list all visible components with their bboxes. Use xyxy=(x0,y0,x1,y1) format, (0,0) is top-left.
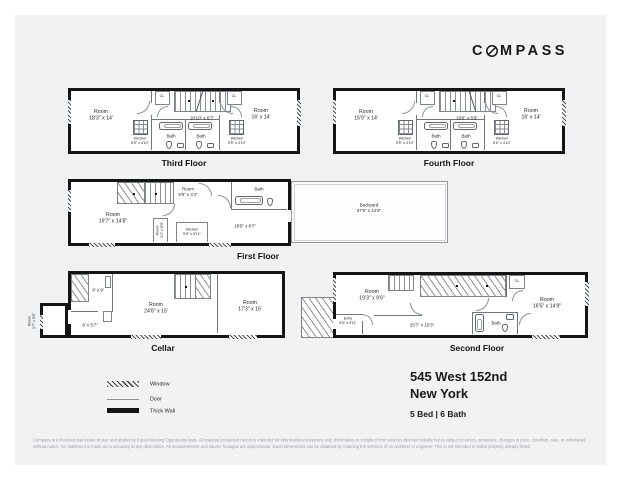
closet-label xyxy=(425,94,430,99)
entry-dims: 5'5" x 4'11" xyxy=(339,321,357,326)
room-dims: 16' x 14' xyxy=(521,114,541,121)
entry-stoop-stairs xyxy=(301,297,334,338)
second-floor-plan xyxy=(333,272,588,338)
kitchenette-unit xyxy=(398,120,413,135)
room-dims: 19'7" x 14'8" xyxy=(98,218,128,225)
kitchenette-unit xyxy=(229,120,244,135)
closet-text: CL xyxy=(159,94,165,98)
thick-wall-swatch xyxy=(107,408,139,413)
bath-label xyxy=(196,133,205,139)
dims: 18'6" x 6'9" xyxy=(456,115,478,121)
window xyxy=(333,278,337,302)
door-swatch xyxy=(107,399,139,400)
hall-dims-label xyxy=(456,115,478,121)
room-name: Room xyxy=(254,107,268,114)
chase xyxy=(103,311,112,322)
wall xyxy=(112,274,113,312)
window xyxy=(297,100,301,126)
wall xyxy=(517,312,518,334)
legend-door-label: Door xyxy=(150,396,162,402)
kitchen-name: Kitchen xyxy=(398,136,412,141)
bath-label xyxy=(491,320,500,326)
dims: 18'10" x 6'7" xyxy=(189,115,215,121)
room-name: Room xyxy=(149,301,163,308)
sink xyxy=(442,143,449,148)
kitchen-dims: 5'5" x 4'10" xyxy=(396,141,414,146)
wall xyxy=(374,315,422,316)
floor-title-third: Third Floor xyxy=(161,158,207,168)
room-dims: 3'4" x 5'9" xyxy=(160,222,165,238)
logo-letter-c: C xyxy=(472,43,486,59)
legend-thick-wall-label: Thick Wall xyxy=(150,408,176,414)
toilet xyxy=(166,141,172,149)
open-area-label xyxy=(410,322,434,328)
room-name: Room xyxy=(540,296,554,303)
address-line2: New York xyxy=(410,386,469,401)
address-line1: 545 West 152nd xyxy=(410,369,508,384)
stair-marker xyxy=(486,285,488,287)
room-label xyxy=(354,108,378,122)
wall xyxy=(185,119,186,150)
stair-marker xyxy=(185,286,187,288)
wall xyxy=(472,312,517,313)
dims: 8' x 5'7" xyxy=(82,322,98,328)
wall xyxy=(450,119,451,150)
room-dims: 17'3" x 15' xyxy=(238,306,262,313)
door-arc xyxy=(163,204,175,216)
winder-staircase xyxy=(71,274,89,302)
kitchen-dims: 5'5" x 4'10" xyxy=(131,141,149,146)
floor-title-first: First Floor xyxy=(236,251,280,261)
closet-text: CL xyxy=(231,94,237,98)
area-label xyxy=(92,287,103,293)
kitchen-dims: 9'5" x 5'11" xyxy=(183,232,201,237)
kitchen-dims: 5'5" x 4'10" xyxy=(228,141,246,146)
sink xyxy=(177,143,184,148)
window xyxy=(68,100,72,124)
kitchen-label xyxy=(493,136,511,145)
hall-dims-label xyxy=(190,115,214,121)
wall xyxy=(336,314,362,315)
bathtub xyxy=(188,122,212,130)
room-label xyxy=(251,107,270,121)
kitchen-label xyxy=(228,136,246,145)
door-arc xyxy=(410,303,422,315)
floor-title-cellar: Cellar xyxy=(151,343,175,353)
closet-label xyxy=(232,94,237,99)
stair-marker xyxy=(453,100,455,102)
extension-room-label xyxy=(27,313,36,329)
wall xyxy=(151,115,152,150)
room-name: Room xyxy=(359,108,373,115)
third-floor-plan xyxy=(68,88,300,154)
window xyxy=(532,335,560,339)
stair-marker xyxy=(456,285,458,287)
window xyxy=(562,100,566,126)
door-arc xyxy=(362,314,373,325)
toilet xyxy=(196,141,202,149)
closet-text: CL xyxy=(496,94,502,98)
wall xyxy=(506,275,507,297)
backyard-dims: 37'6" x 14'8" xyxy=(356,208,382,214)
room-name: Room xyxy=(155,225,160,235)
dims: 25'7" x 10'3" xyxy=(409,322,435,328)
door-arc xyxy=(476,298,489,311)
closet-text: CL xyxy=(514,279,520,283)
door-arc xyxy=(199,183,212,196)
room-name: Room xyxy=(365,288,379,295)
staircase xyxy=(420,275,506,297)
wall xyxy=(71,311,98,312)
kitchen-name: Kitchen xyxy=(185,227,199,232)
disclaimer-text: Compass is a licensed real estate broker and abides by Equal Housing Opportunity laws. All material presented herein is intended for informational purposes only. Information is compiled from sources deemed reliable but is subject to errors, omissions, changes in price, condition, sale, or withdrawal without notice. No statement is made as to accuracy of any description. All measurements and square footages are approximate. Exact dimensions can be obtained by retaining the services of an architect or engineer. This is not intended to solicit property already listed. xyxy=(33,437,586,450)
closet-text: CL xyxy=(424,94,430,98)
room-dims: 24'8" x 15' xyxy=(144,308,168,315)
bath-text: Bath xyxy=(461,133,471,139)
stair-marker xyxy=(133,193,135,195)
legend-window-label: Window xyxy=(150,381,170,387)
room-name: Room xyxy=(524,107,538,114)
backyard xyxy=(291,181,448,243)
bath-text: Bath xyxy=(166,133,176,139)
bath-text: Bath xyxy=(196,133,206,139)
window xyxy=(89,243,115,247)
bath-label xyxy=(461,133,470,139)
kitchen-dims: 5'5" x 4'10" xyxy=(493,141,511,146)
room-dims: 16'5" x 14'9" xyxy=(532,303,562,310)
wall xyxy=(416,91,417,103)
bathtub xyxy=(235,196,263,205)
room-dims: 19'3" x 9'6" xyxy=(359,295,385,302)
bath-label xyxy=(431,133,440,139)
window-swatch xyxy=(107,381,139,387)
backyard-label xyxy=(357,202,381,213)
bathtub xyxy=(159,122,183,130)
room-label xyxy=(238,299,262,313)
window xyxy=(131,335,161,339)
room-label xyxy=(533,296,562,310)
door-arc xyxy=(496,106,507,117)
kitchen-name: Kitchen xyxy=(133,136,147,141)
stair-marker xyxy=(188,100,190,102)
window xyxy=(209,243,231,247)
staircase xyxy=(388,275,414,291)
kitchen-name: Kitchen xyxy=(230,136,244,141)
wall xyxy=(217,274,218,333)
wall xyxy=(151,91,152,103)
window xyxy=(585,282,589,306)
open-area-label xyxy=(234,223,256,229)
toilet xyxy=(502,324,508,332)
cellar-plan xyxy=(68,271,285,338)
closet-label xyxy=(515,279,520,284)
bath-text: Bath xyxy=(491,320,501,326)
room-dims: 15'9" x 14' xyxy=(354,115,378,122)
area-label xyxy=(82,322,97,328)
wall xyxy=(231,209,287,210)
room-label xyxy=(359,288,385,302)
floor-title-fourth: Fourth Floor xyxy=(423,158,475,168)
door-arc xyxy=(512,290,523,301)
door-arc xyxy=(402,101,415,114)
staircase xyxy=(195,274,211,299)
first-floor-plan xyxy=(68,179,291,246)
kitchenette-unit xyxy=(494,120,509,135)
room-label xyxy=(99,211,128,225)
bathtub xyxy=(453,122,477,130)
door-opening xyxy=(333,319,337,329)
kitchenette-unit xyxy=(133,120,148,135)
window xyxy=(68,190,72,212)
chase xyxy=(105,276,111,288)
door-arc xyxy=(519,313,531,325)
dims: 18'5" x 8'7" xyxy=(234,223,256,229)
cellar-extension xyxy=(40,303,68,338)
room-dims: 1'7" x 5'8" xyxy=(32,313,37,329)
bathtub xyxy=(475,314,484,332)
bathtub xyxy=(424,122,448,130)
floor-title-second: Second Floor xyxy=(449,343,505,353)
bath-label xyxy=(166,133,175,139)
window xyxy=(229,335,257,339)
beds-baths: 5 Bed | 6 Bath xyxy=(410,409,467,419)
kitchen-label xyxy=(131,136,149,145)
bath-text: Bath xyxy=(254,186,264,192)
wall xyxy=(219,115,220,150)
window xyxy=(333,100,337,124)
fourth-floor-plan xyxy=(333,88,565,154)
room-name: Room xyxy=(27,316,32,326)
compass-logo-o-icon xyxy=(485,44,499,58)
toilet xyxy=(431,141,437,149)
room-name: Room xyxy=(182,186,194,192)
staircase xyxy=(144,182,174,204)
winder-staircase xyxy=(117,182,145,204)
wall xyxy=(484,115,485,150)
logo-letters-mpass: MPASS xyxy=(499,43,568,59)
bath-text: Bath xyxy=(431,133,441,139)
small-room-label xyxy=(155,222,164,238)
room-label xyxy=(144,301,168,315)
door-arc xyxy=(231,106,242,117)
kitchen-label xyxy=(396,136,414,145)
sink xyxy=(472,143,479,148)
bath-label xyxy=(254,186,263,192)
kitchen-label xyxy=(183,227,201,236)
room-name: Room xyxy=(106,211,120,218)
compass-logo xyxy=(472,43,568,59)
dims: 8' x 9' xyxy=(92,287,104,293)
stair-marker xyxy=(155,193,157,195)
room-name: Room xyxy=(243,299,257,306)
entry-name: Entry xyxy=(343,316,353,321)
room-dims: 16' x 14' xyxy=(251,114,271,121)
wall xyxy=(416,115,417,150)
room-label xyxy=(521,107,540,121)
room-label xyxy=(89,108,113,122)
backyard-name: Backyard xyxy=(359,202,379,208)
room-name: Room xyxy=(94,108,108,115)
sink xyxy=(207,143,214,148)
toilet xyxy=(461,141,467,149)
entry-label xyxy=(339,316,357,325)
room-label xyxy=(178,186,197,197)
door-opening xyxy=(68,310,72,324)
window xyxy=(40,315,44,329)
door-arc xyxy=(137,101,150,114)
room-dims: 9'9" x 4'4" xyxy=(178,192,198,198)
kitchen-name: Kitchen xyxy=(495,136,509,141)
door-arc xyxy=(218,195,231,208)
wall xyxy=(231,182,232,209)
closet-label xyxy=(160,94,165,99)
door-arc xyxy=(422,106,433,117)
wall xyxy=(472,312,473,334)
room-dims: 18'3" x 14' xyxy=(89,115,113,122)
toilet xyxy=(267,198,273,206)
stair-marker xyxy=(212,100,214,102)
door-arc xyxy=(157,106,168,117)
closet-label xyxy=(497,94,502,99)
sink xyxy=(506,314,514,320)
